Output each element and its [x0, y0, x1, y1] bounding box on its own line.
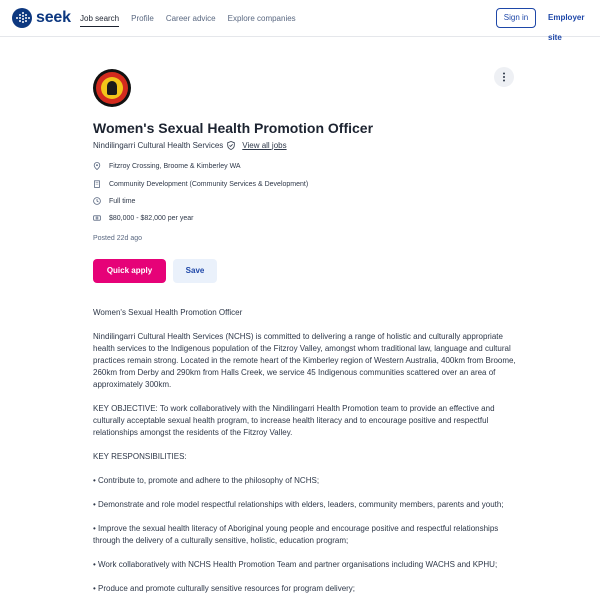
sign-in-button[interactable]: Sign in: [496, 8, 536, 28]
location-pin-icon: [93, 162, 101, 170]
main-nav: [80, 0, 308, 37]
description-intro: Nindilingarri Cultural Health Services (NCHS) is committed to delivering a range of holistic and culturally appropriate health services to the Indigenous population of the Fitzroy Valley, amongst whom traditional law, language and cultural practices remain strong. Located in the remote heart of the Kimberley region of Western Australia, 400km from Broome, 260km from Derby and 290km from Halls Creek, we service 45 Indigenous communities scattered over an area of approximately 300km.: [93, 332, 516, 389]
save-button[interactable]: Save: [173, 259, 217, 283]
nav-explore-companies[interactable]: Explore companies: [227, 14, 296, 23]
description-objective: KEY OBJECTIVE: To work collaboratively with the Nindilingarri Health Promotion team to provide an effective and culturally acceptable sexual health program, to increase health literacy and to encourage positive and respectful relationships amongst the residents of the Fitzroy Valley.: [93, 404, 495, 437]
posted-date: Posted 22d ago: [93, 235, 143, 242]
money-icon: [93, 214, 101, 222]
responsibilities-heading: KEY RESPONSIBILITIES:: [93, 452, 187, 461]
nav-career-advice[interactable]: Career advice: [165, 14, 216, 23]
company-row: [93, 139, 287, 151]
job-title: Women's Sexual Health Promotion Officer: [93, 120, 374, 136]
job-classification: [93, 178, 308, 190]
company-logo: [93, 69, 131, 107]
nav-profile[interactable]: Profile: [131, 14, 154, 23]
quick-apply-button[interactable]: Quick apply: [93, 259, 166, 283]
employer-site-link[interactable]: Employer site: [548, 13, 585, 42]
top-navigation-bar: [0, 0, 600, 42]
more-vertical-icon: [502, 72, 506, 82]
location-text[interactable]: Fitzroy Crossing, Broome & Kimberley WA: [109, 162, 241, 170]
job-description: [93, 307, 518, 607]
seek-logo-icon: [12, 8, 32, 28]
work-type-text: Full time: [109, 197, 136, 205]
nav-job-search[interactable]: Job search: [80, 0, 119, 37]
company-name[interactable]: Nindilingarri Cultural Health Services: [93, 140, 224, 150]
more-options-button[interactable]: [494, 67, 514, 87]
job-work-type: [93, 195, 135, 207]
verified-shield-icon: [227, 141, 235, 150]
building-icon: [93, 180, 101, 188]
view-all-jobs-link[interactable]: View all jobs: [242, 140, 287, 150]
seek-logo[interactable]: [12, 8, 71, 28]
clock-icon: [93, 197, 101, 205]
job-location: [93, 160, 241, 172]
responsibility-item: • Work collaboratively with NCHS Health Promotion Team and partner organisations including WACHS and KPHU;: [93, 560, 498, 569]
responsibility-item: • Improve the sexual health literacy of Aboriginal young people and encourage positive and respectful relationships through the delivery of a culturally sensitive, holistic, education program;: [93, 524, 499, 545]
responsibility-item: • Demonstrate and role model respectful relationships with elders, leaders, community members, parents and youth;: [93, 500, 504, 509]
description-heading: Women's Sexual Health Promotion Officer: [93, 308, 243, 317]
job-salary: [93, 212, 193, 224]
seek-logo-text: seek: [36, 9, 71, 26]
salary-text: $80,000 - $82,000 per year: [109, 214, 194, 222]
responsibility-item: • Contribute to, promote and adhere to the philosophy of NCHS;: [93, 476, 320, 485]
responsibility-item: • Produce and promote culturally sensitive resources for program delivery;: [93, 584, 356, 593]
classification-text[interactable]: Community Development (Community Services & Development): [109, 180, 309, 188]
